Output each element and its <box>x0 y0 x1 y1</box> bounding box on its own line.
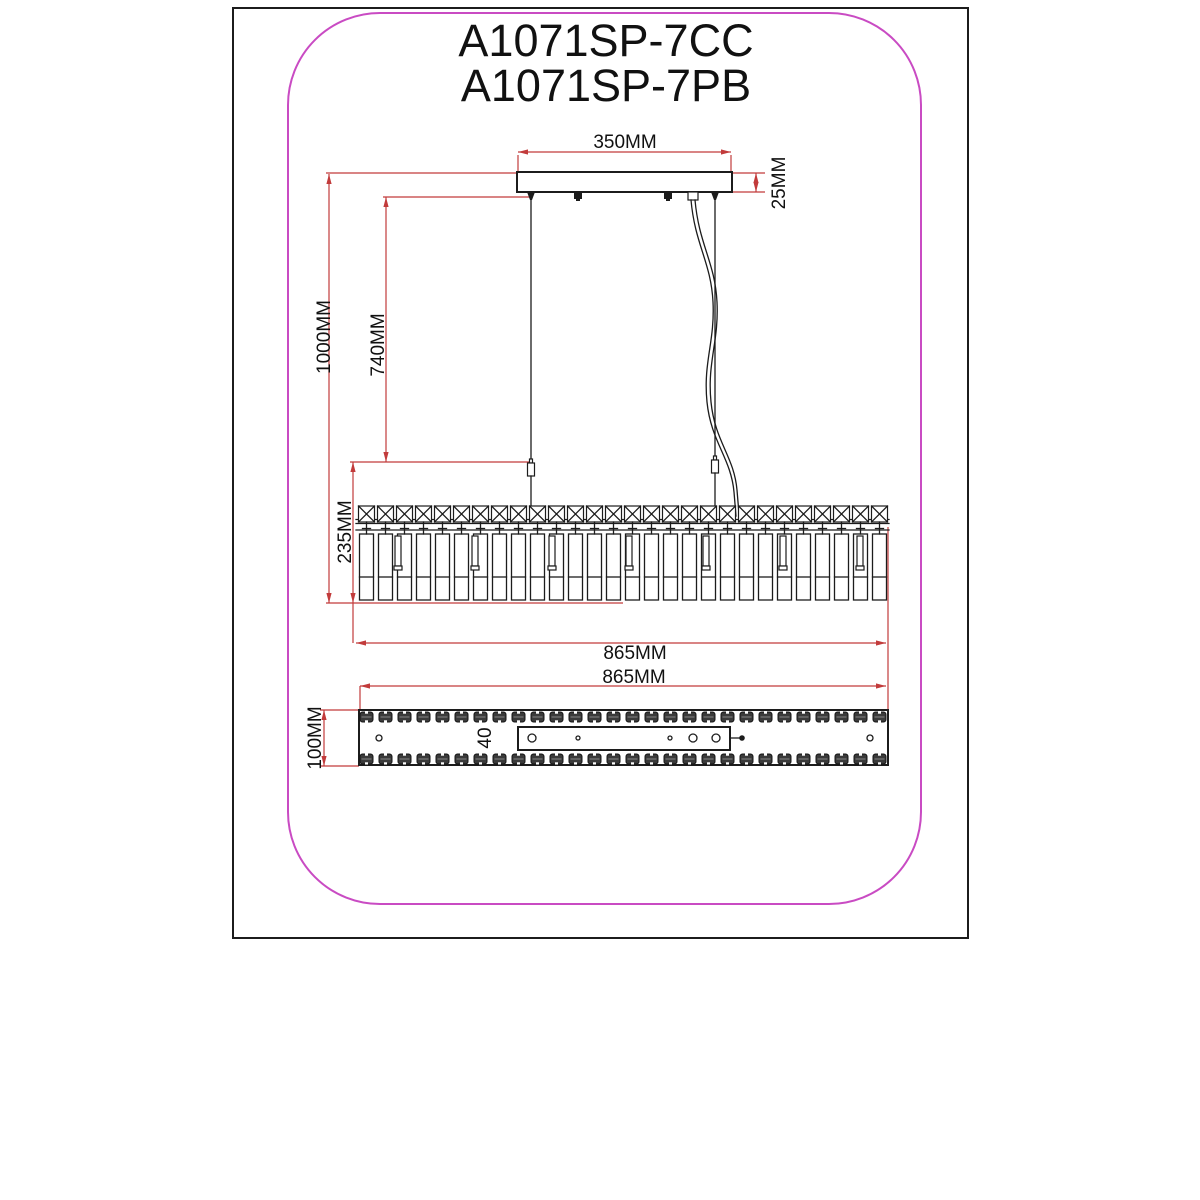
dimension-arrow <box>350 462 355 472</box>
crystal-slat <box>740 534 754 600</box>
dimension-arrow <box>383 452 388 462</box>
crystal-square <box>644 506 660 522</box>
crystal-square <box>530 506 546 522</box>
gear-crystal <box>588 754 601 765</box>
gear-crystal <box>531 754 544 765</box>
gear-crystal <box>873 754 886 765</box>
canopy-nub <box>664 192 672 199</box>
crystal-slat <box>607 534 621 600</box>
crystal-square <box>720 506 736 522</box>
gear-crystal <box>626 712 639 723</box>
candle-rod <box>549 536 555 566</box>
gear-crystal <box>379 754 392 765</box>
gear-crystal <box>398 754 411 765</box>
crystal-square <box>834 506 850 522</box>
gear-crystal <box>778 712 791 723</box>
crystal-slat <box>664 534 678 600</box>
gear-crystal <box>645 754 658 765</box>
crystal-square <box>682 506 698 522</box>
dimension-arrow <box>383 197 388 207</box>
crystal-square <box>359 506 375 522</box>
gear-crystal <box>740 754 753 765</box>
crystal-slat <box>436 534 450 600</box>
shade-side-view <box>356 506 889 600</box>
dimension-arrow <box>326 593 331 603</box>
crystal-square <box>568 506 584 522</box>
crystal-slat <box>588 534 602 600</box>
dimension-arrow <box>360 683 370 688</box>
gear-crystal <box>835 754 848 765</box>
crystal-square <box>606 506 622 522</box>
gear-crystal <box>607 754 620 765</box>
dim-shade-length-bottom-label: 865MM <box>602 667 666 688</box>
candle-rod <box>626 536 632 566</box>
gear-crystal <box>702 754 715 765</box>
gear-crystal <box>607 712 620 723</box>
crystal-square <box>663 506 679 522</box>
crystal-slat <box>360 534 374 600</box>
crystal-square <box>416 506 432 522</box>
gear-crystal <box>379 712 392 723</box>
crystal-square <box>587 506 603 522</box>
candle-rod-foot <box>779 566 787 570</box>
dim-overall-drop-label: 1000MM <box>314 300 335 374</box>
gear-crystal <box>797 754 810 765</box>
gear-crystal <box>626 754 639 765</box>
gear-crystal <box>531 712 544 723</box>
gear-crystal <box>398 712 411 723</box>
gear-crystal <box>854 712 867 723</box>
crystal-slat <box>493 534 507 600</box>
crystal-square <box>454 506 470 522</box>
dim-suspension-length-label: 740MM <box>368 313 389 377</box>
crystal-slat <box>569 534 583 600</box>
canopy-plate <box>517 172 732 192</box>
candle-rod-foot <box>702 566 710 570</box>
cord-outlet <box>688 192 698 200</box>
gear-crystal <box>721 712 734 723</box>
canopy <box>517 172 732 201</box>
model-number-line2: A1071SP-7PB <box>460 60 752 111</box>
gear-crystal <box>664 712 677 723</box>
gear-crystal <box>854 754 867 765</box>
gear-crystal <box>588 712 601 723</box>
dimension-arrow <box>753 173 758 183</box>
gear-crystal <box>493 754 506 765</box>
dim-shade-length-side-label: 865MM <box>603 643 667 664</box>
candle-rod-foot <box>856 566 864 570</box>
gear-crystal <box>569 754 582 765</box>
model-number-line1: A1071SP-7CC <box>458 15 754 66</box>
dimension-arrow <box>753 182 758 192</box>
dim-canopy-width-label: 350MM <box>593 132 657 153</box>
wire-adjuster-cap <box>530 459 533 463</box>
dim-shade-height-label: 235MM <box>335 500 356 564</box>
crystal-slat <box>797 534 811 600</box>
gear-crystal <box>664 754 677 765</box>
candle-rod <box>395 536 401 566</box>
wire-adjuster-left <box>528 463 535 476</box>
crystal-square <box>625 506 641 522</box>
gear-crystal <box>417 754 430 765</box>
crystal-square <box>739 506 755 522</box>
gear-crystal <box>645 712 658 723</box>
gear-crystal <box>436 754 449 765</box>
crystal-square <box>473 506 489 522</box>
gear-crystal <box>721 754 734 765</box>
candle-rod-foot <box>471 566 479 570</box>
crystal-slat <box>835 534 849 600</box>
gear-crystal <box>360 712 373 723</box>
candle-rod <box>780 536 786 566</box>
crystal-square <box>435 506 451 522</box>
crystal-square <box>815 506 831 522</box>
crystal-square <box>701 506 717 522</box>
wire-adjuster-cap <box>714 456 717 460</box>
dimension-arrow <box>876 683 886 688</box>
dimension-arrow <box>350 593 355 603</box>
suspension <box>528 200 740 521</box>
crystal-slat <box>759 534 773 600</box>
crystal-slat <box>683 534 697 600</box>
crystal-square <box>777 506 793 522</box>
wire-adjuster-right <box>712 460 719 473</box>
dimension-arrow <box>356 640 366 645</box>
crystal-slat <box>531 534 545 600</box>
gear-crystal <box>474 754 487 765</box>
dim-shade-depth-label: 100MM <box>305 706 326 770</box>
candle-rod-foot <box>548 566 556 570</box>
crystal-square <box>378 506 394 522</box>
crystal-slat <box>816 534 830 600</box>
crystal-square <box>758 506 774 522</box>
gear-crystal <box>683 754 696 765</box>
mounting-bar <box>518 727 730 750</box>
gear-crystal <box>436 712 449 723</box>
crystal-square <box>796 506 812 522</box>
gear-crystal <box>417 712 430 723</box>
dimension-arrow <box>721 149 731 154</box>
wire-cone-right <box>711 192 719 200</box>
candle-rod-foot <box>625 566 633 570</box>
crystal-square <box>853 506 869 522</box>
crystal-slat <box>873 534 887 600</box>
gear-crystal <box>816 754 829 765</box>
gear-crystal <box>569 712 582 723</box>
gear-crystal <box>550 754 563 765</box>
dim-center-bar-width-label: 40 <box>475 727 496 749</box>
gear-crystal <box>683 712 696 723</box>
gear-crystal <box>512 712 525 723</box>
gear-crystal <box>455 754 468 765</box>
dim-canopy-thickness-label: 25MM <box>769 156 790 210</box>
gear-crystal <box>474 712 487 723</box>
crystal-slat <box>417 534 431 600</box>
canopy-nub <box>574 192 582 199</box>
gear-crystal <box>759 754 772 765</box>
canopy-nub-cap <box>576 199 580 201</box>
candle-rod <box>472 536 478 566</box>
crystal-square <box>492 506 508 522</box>
gear-crystal <box>759 712 772 723</box>
wire-cone-left <box>527 192 535 200</box>
candle-rod <box>703 536 709 566</box>
crystal-slat <box>512 534 526 600</box>
crystal-square <box>511 506 527 522</box>
crystal-square <box>397 506 413 522</box>
bar-pin-head <box>739 735 745 741</box>
gear-crystal <box>797 712 810 723</box>
crystal-slat <box>379 534 393 600</box>
canopy-nub-cap <box>666 199 670 201</box>
gear-crystal <box>835 712 848 723</box>
crystal-square <box>549 506 565 522</box>
candle-rod-foot <box>394 566 402 570</box>
gear-crystal <box>873 712 886 723</box>
gear-crystal <box>740 712 753 723</box>
gear-crystal <box>550 712 563 723</box>
candle-rod <box>857 536 863 566</box>
gear-crystal <box>360 754 373 765</box>
crystal-square <box>872 506 888 522</box>
gear-crystal <box>778 754 791 765</box>
gear-crystal <box>816 712 829 723</box>
gear-crystal <box>455 712 468 723</box>
crystal-slat <box>455 534 469 600</box>
crystal-slat <box>645 534 659 600</box>
gear-crystal <box>512 754 525 765</box>
dimension-arrow <box>518 149 528 154</box>
dimension-arrow <box>326 174 331 184</box>
gear-crystal <box>493 712 506 723</box>
gear-crystal <box>702 712 715 723</box>
dimension-arrow <box>876 640 886 645</box>
bottom-view <box>359 710 888 765</box>
crystal-slat <box>721 534 735 600</box>
